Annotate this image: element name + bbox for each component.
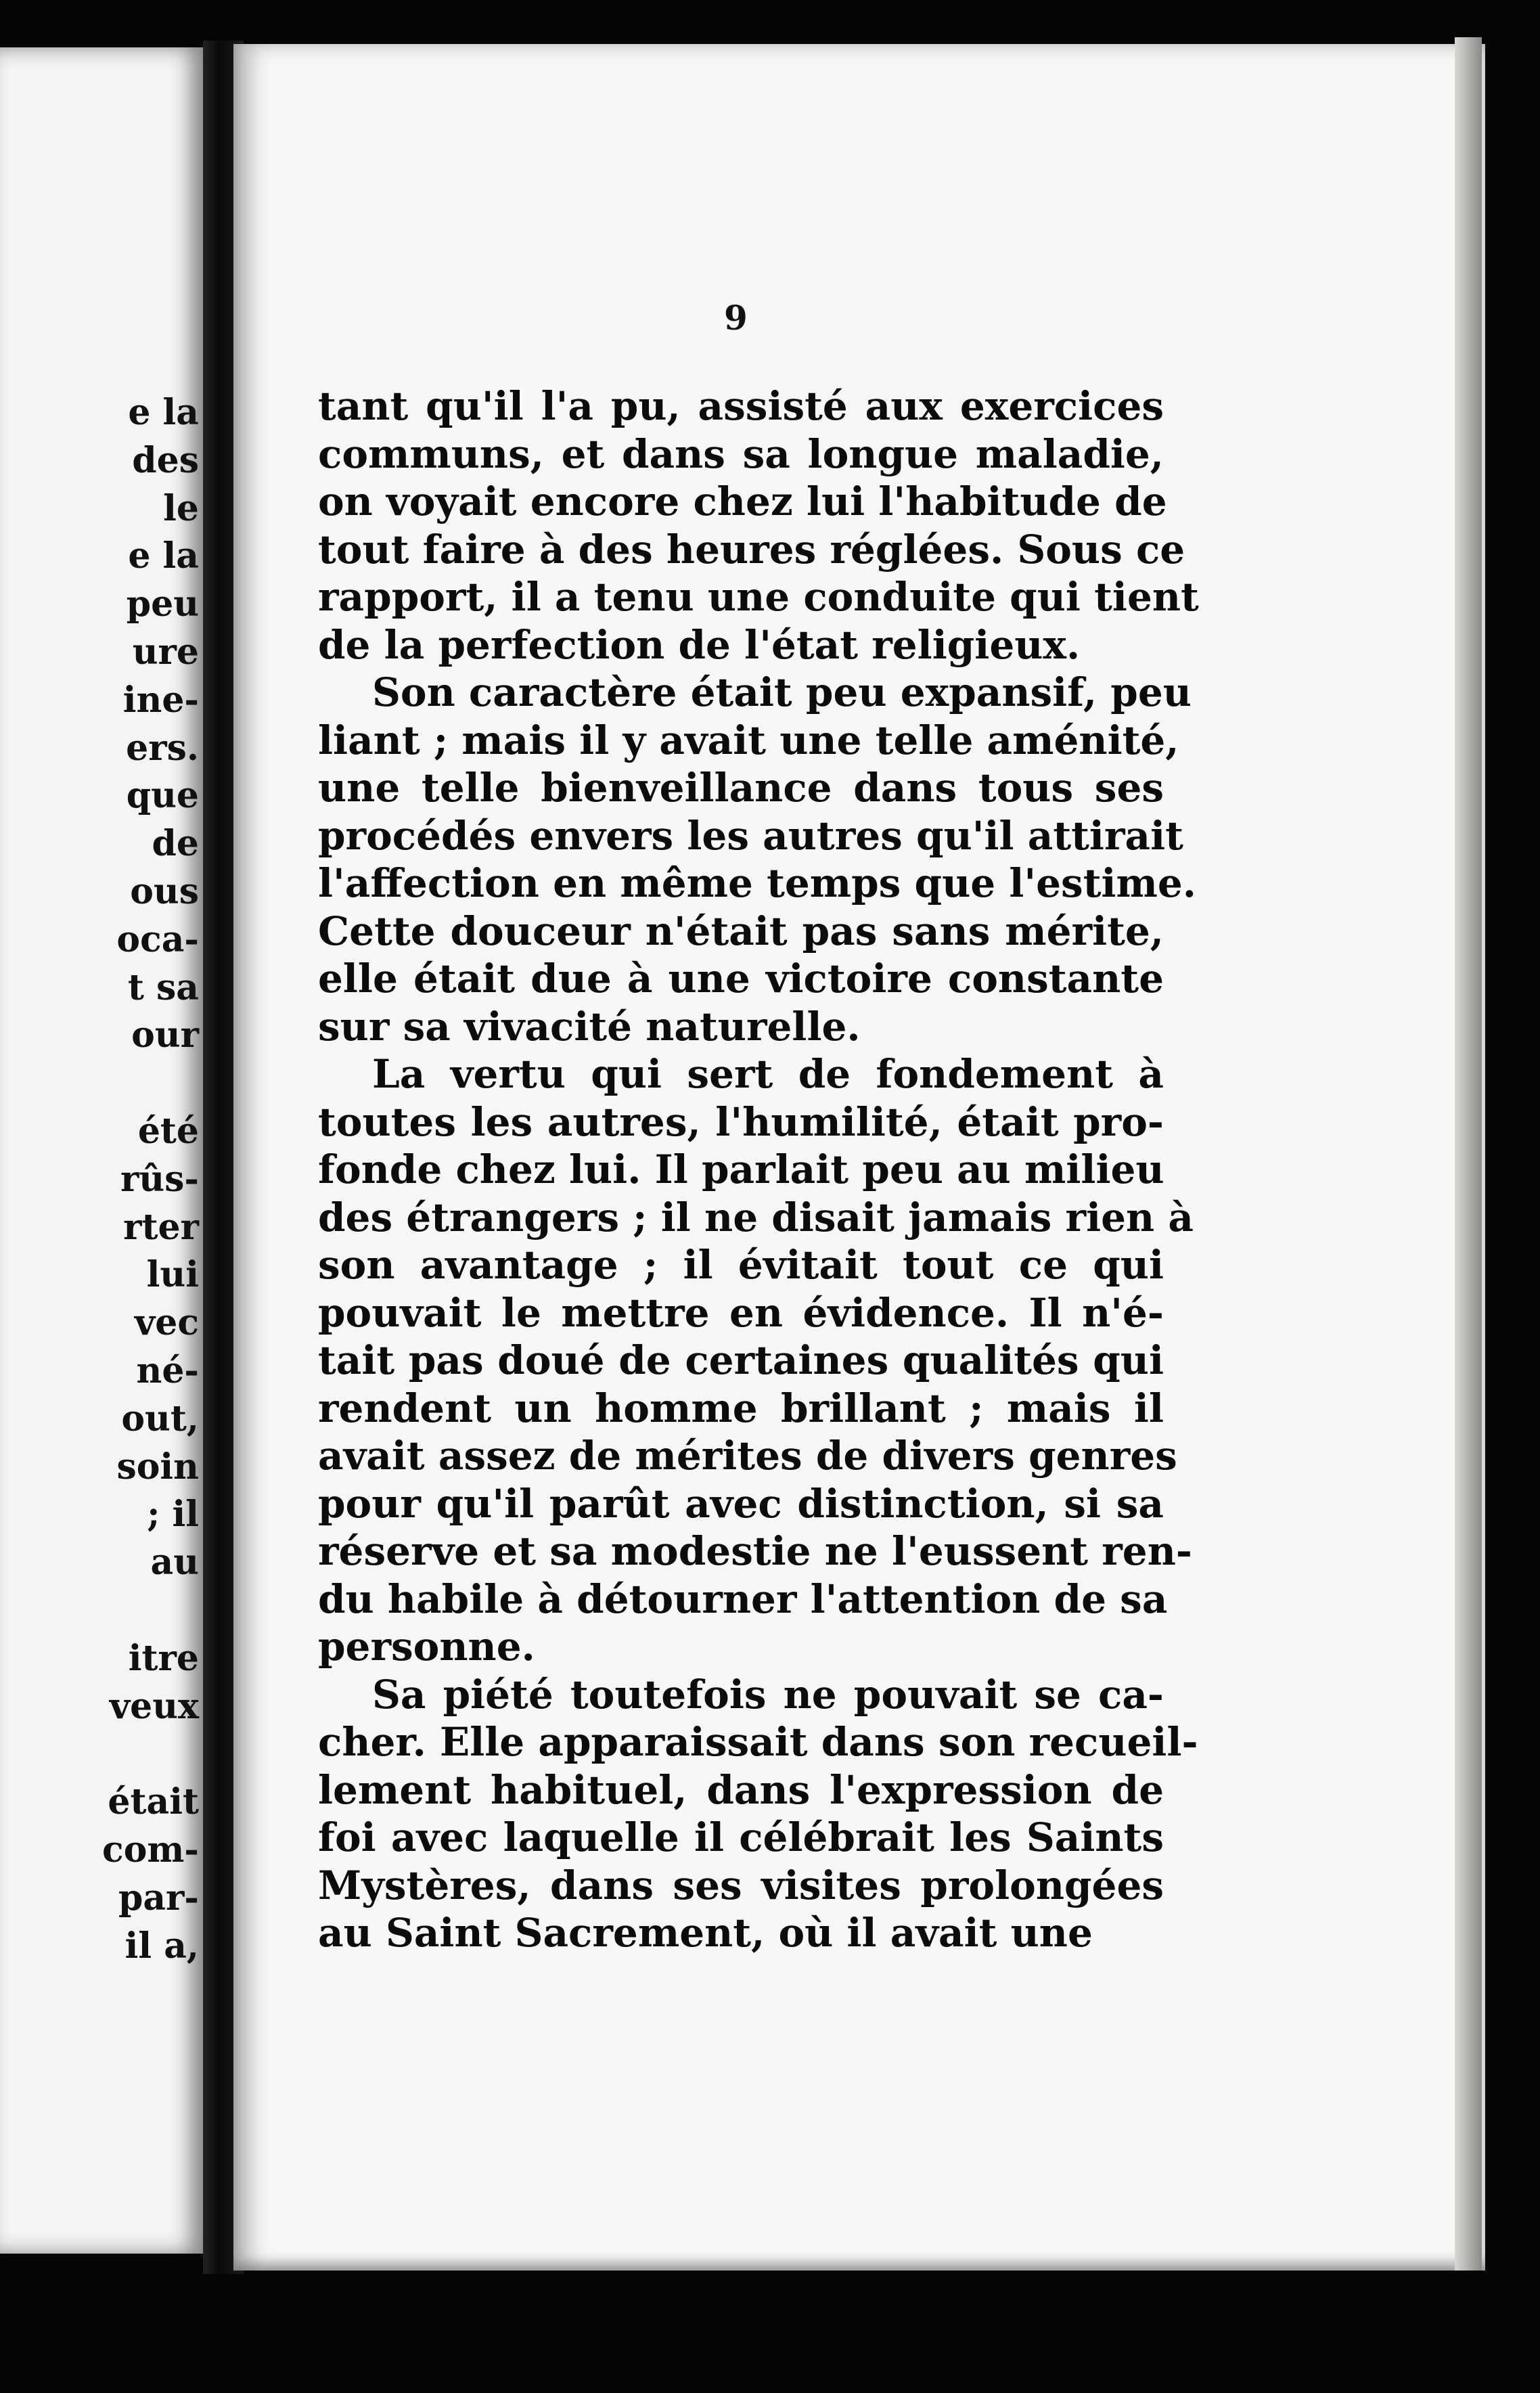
page-edge	[1455, 37, 1482, 2271]
text-line: des étrangers ; il ne disait jamais rien à	[318, 1194, 1194, 1240]
left-page-line: t sa	[127, 966, 199, 1008]
text-line: une telle bienveillance dans tous ses	[318, 765, 1164, 811]
text-line: rapport, il a tenu une conduite qui tient	[318, 574, 1199, 620]
text-line: communs, et dans sa longue maladie,	[318, 430, 1164, 477]
page-number: 9	[724, 298, 748, 338]
text-line: procédés envers les autres qu'il attirait	[318, 812, 1183, 859]
text-line: lement habituel, dans l'expression de	[318, 1766, 1164, 1813]
text-line: Son caractère était peu expansif, peu	[372, 669, 1192, 715]
text-line: l'affection en même temps que l'estime.	[318, 860, 1196, 906]
paragraph	[318, 1050, 1194, 1671]
page-body-text	[318, 382, 1199, 1957]
text-line: au Saint Sacrement, où il avait une	[318, 1910, 1093, 1956]
text-line: rendent un homme brillant ; mais il	[318, 1385, 1164, 1431]
paragraph	[318, 1671, 1198, 1957]
left-page-line: de	[152, 823, 199, 865]
left-page-line: était	[108, 1781, 199, 1823]
left-page-line: our	[131, 1014, 199, 1056]
left-page-line: rter	[123, 1206, 199, 1248]
left-page-line: e la	[128, 392, 199, 433]
text-line: réserve et sa modestie ne l'eussent ren-	[318, 1528, 1192, 1574]
left-page-line: ers.	[126, 727, 199, 769]
left-page-line: le	[163, 487, 199, 529]
left-page-line: des	[132, 439, 199, 481]
left-page-line: que	[126, 775, 199, 817]
text-line: liant ; mais il y avait une telle aménité,	[318, 717, 1179, 763]
left-page	[0, 47, 203, 2254]
text-line: Mystères, dans ses visites prolongées	[318, 1862, 1164, 1908]
left-page-line: ; il	[147, 1494, 199, 1536]
left-page-line: il a,	[124, 1925, 199, 1967]
text-line: tant qu'il l'a pu, assisté aux exercices	[318, 383, 1164, 429]
paragraph	[318, 382, 1199, 669]
text-line: Cette douceur n'était pas sans mérite,	[318, 908, 1164, 954]
text-line: de la perfection de l'état religieux.	[318, 621, 1081, 668]
left-page-line: oca-	[116, 918, 199, 960]
text-line: fonde chez lui. Il parlait peu au milieu	[318, 1146, 1164, 1192]
left-page-line: vec	[135, 1302, 199, 1344]
left-page-line	[102, 1060, 199, 1108]
text-line: tout faire à des heures réglées. Sous ce	[318, 526, 1185, 573]
left-page-line: itre	[128, 1637, 199, 1679]
text-line: tait pas doué de certaines qualités qui	[318, 1337, 1164, 1383]
left-page-line: ine-	[122, 679, 199, 721]
left-page-line: lui	[146, 1254, 199, 1296]
left-page-line: ous	[130, 870, 199, 912]
text-line: pour qu'il parût avec distinction, si sa	[318, 1480, 1164, 1527]
text-line: foi avec laquelle il célébrait les Saints	[318, 1814, 1164, 1860]
left-page-line: soin	[116, 1446, 199, 1488]
left-page-line	[102, 1587, 199, 1635]
text-line: La vertu qui sert de fondement à	[372, 1051, 1164, 1097]
text-line: elle était due à une victoire constante	[318, 956, 1164, 1002]
left-page-line: par-	[118, 1877, 199, 1919]
text-line: Sa piété toutefois ne pouvait se ca-	[372, 1671, 1164, 1718]
left-page-line: e la	[128, 535, 199, 577]
left-page-line: veux	[109, 1685, 199, 1727]
left-page-line: été	[137, 1110, 199, 1152]
text-line: pouvait le mettre en évidence. Il n'é-	[318, 1289, 1164, 1336]
left-page-line: com-	[102, 1829, 199, 1871]
left-page-line: au	[150, 1542, 199, 1584]
text-line: cher. Elle apparaissait dans son recueil-	[318, 1719, 1198, 1765]
text-line: son avantage ; il évitait tout ce qui	[318, 1242, 1164, 1288]
left-page-line	[102, 1730, 199, 1779]
text-line: on voyait encore chez lui l'habitude de	[318, 478, 1167, 524]
left-page-line: rûs-	[120, 1158, 199, 1200]
paragraph	[318, 669, 1196, 1050]
text-line: avait assez de mérites de divers genres	[318, 1433, 1177, 1479]
text-line: du habile à détourner l'attention de sa	[318, 1575, 1168, 1622]
left-page-line: peu	[126, 583, 199, 625]
text-line: sur sa vivacité naturelle.	[318, 1003, 861, 1050]
text-line: personne.	[318, 1624, 535, 1670]
left-page-line: ure	[132, 631, 199, 673]
left-page-line: né-	[136, 1349, 199, 1391]
text-line: toutes les autres, l'humilité, était pro-	[318, 1098, 1164, 1145]
left-page-line: out,	[121, 1397, 199, 1439]
left-page-fragments	[102, 389, 199, 1970]
